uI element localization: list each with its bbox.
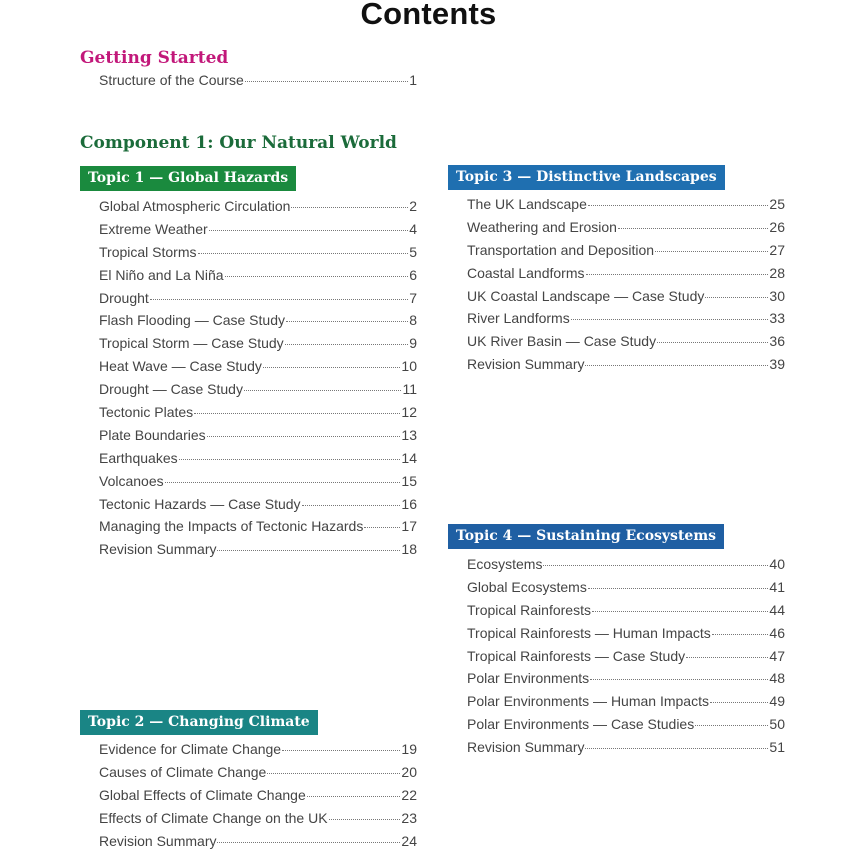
toc-entry-label: Evidence for Climate Change	[99, 741, 282, 757]
toc-entry-label: River Landforms	[467, 310, 570, 327]
toc-entry-page: 6	[409, 266, 417, 283]
topic-1-badge: Topic 1 — Global Hazards	[80, 166, 296, 191]
toc-entry-label: Tectonic Hazards — Case Study	[99, 495, 301, 512]
dot-leader	[543, 565, 768, 566]
dot-leader	[217, 550, 400, 551]
toc-entry	[99, 427, 417, 450]
dot-leader	[586, 274, 769, 275]
dot-leader	[710, 702, 768, 703]
toc-entry-page: 1	[409, 72, 417, 88]
dot-leader	[225, 276, 409, 277]
toc-entry-label: Managing the Impacts of Tectonic Hazards	[99, 518, 364, 535]
toc-entry-label: Transportation and Deposition	[467, 241, 655, 258]
toc-entry	[467, 625, 785, 648]
toc-entry	[99, 541, 417, 564]
topic-1-list	[99, 198, 417, 564]
toc-entry	[467, 310, 785, 333]
toc-entry	[99, 267, 417, 290]
dot-leader	[302, 505, 401, 506]
toc-entry-page: 19	[401, 741, 417, 757]
toc-entry-page: 12	[401, 404, 417, 421]
toc-entry-label: Tropical Rainforests — Human Impacts	[467, 624, 711, 641]
toc-entry-label: Revision Summary	[99, 541, 217, 558]
dot-leader	[245, 81, 408, 82]
toc-entry	[99, 741, 417, 764]
toc-entry-page: 46	[769, 624, 785, 641]
toc-entry-label: Structure of the Course	[99, 72, 244, 88]
dot-leader	[588, 205, 769, 206]
toc-entry	[467, 356, 785, 379]
dot-leader	[267, 773, 400, 774]
toc-entry-page: 33	[769, 310, 785, 327]
dot-leader	[217, 842, 400, 843]
toc-entry	[467, 288, 785, 311]
toc-entry-page: 22	[401, 786, 417, 803]
toc-entry	[467, 242, 785, 265]
toc-entry-page: 17	[401, 518, 417, 535]
toc-entry	[99, 290, 417, 313]
toc-entry-page: 50	[769, 716, 785, 733]
toc-entry-label: Extreme Weather	[99, 220, 208, 237]
toc-entry-label: Tropical Rainforests	[467, 601, 591, 618]
toc-entry-page: 27	[769, 241, 785, 258]
dot-leader	[150, 299, 408, 300]
toc-entry	[99, 221, 417, 244]
topic-4-badge: Topic 4 — Sustaining Ecosystems	[448, 524, 724, 549]
toc-entry-page: 47	[769, 647, 785, 664]
dot-leader	[657, 342, 768, 343]
toc-entry-page: 5	[409, 243, 417, 260]
dot-leader	[282, 750, 400, 751]
toc-entry-page: 51	[769, 739, 785, 756]
toc-entry-label: UK River Basin — Case Study	[467, 333, 657, 350]
toc-entry-label: Plate Boundaries	[99, 426, 206, 443]
dot-leader	[194, 413, 400, 414]
dot-leader	[291, 207, 408, 208]
toc-entry-page: 23	[401, 809, 417, 826]
dot-leader	[592, 611, 768, 612]
toc-entry-page: 9	[409, 335, 417, 352]
toc-entry	[467, 333, 785, 356]
topic-2-badge: Topic 2 — Changing Climate	[80, 710, 318, 735]
dot-leader	[571, 319, 769, 320]
toc-entry-label: Tropical Storms	[99, 243, 197, 260]
toc-entry-page: 49	[769, 693, 785, 710]
toc-entry	[467, 648, 785, 671]
toc-entry-page: 11	[402, 381, 417, 398]
toc-entry-label: Global Effects of Climate Change	[99, 786, 306, 803]
toc-entry	[467, 265, 785, 288]
toc-entry-label: Heat Wave — Case Study	[99, 358, 262, 375]
dot-leader	[585, 748, 768, 749]
topic-2-list	[99, 741, 417, 855]
toc-entry-label: Polar Environments — Human Impacts	[467, 693, 709, 710]
dot-leader	[705, 297, 768, 298]
toc-entry-label: Polar Environments — Case Studies	[467, 716, 695, 733]
toc-entry-page: 39	[769, 356, 785, 373]
toc-entry-page: 28	[769, 264, 785, 281]
toc-entry-page: 15	[401, 472, 417, 489]
dot-leader	[329, 819, 401, 820]
dot-leader	[263, 367, 401, 368]
toc-entry-page: 40	[769, 556, 785, 572]
dot-leader	[307, 796, 401, 797]
toc-entry-label: Polar Environments	[467, 670, 590, 687]
topic-3-list	[467, 196, 785, 379]
page-title: Contents	[360, 0, 497, 31]
dot-leader	[655, 251, 768, 252]
toc-entry-page: 8	[409, 312, 417, 329]
toc-entry	[99, 810, 417, 833]
toc-entry	[467, 739, 785, 762]
dot-leader	[198, 253, 409, 254]
toc-entry-label: Flash Flooding — Case Study	[99, 312, 285, 329]
toc-entry-label: Weathering and Erosion	[467, 218, 617, 235]
toc-entry-label: Effects of Climate Change on the UK	[99, 809, 328, 826]
dot-leader	[588, 588, 769, 589]
dot-leader	[165, 482, 401, 483]
toc-entry	[467, 219, 785, 242]
toc-entry	[99, 450, 417, 473]
toc-entry	[467, 670, 785, 693]
toc-entry-page: 13	[401, 426, 417, 443]
toc-entry-label: Tectonic Plates	[99, 404, 194, 421]
toc-entry-page: 2	[409, 198, 417, 214]
toc-entry-page: 44	[769, 601, 785, 618]
toc-entry	[99, 198, 417, 221]
toc-entry	[99, 764, 417, 787]
toc-entry	[99, 496, 417, 519]
toc-entry-page: 7	[409, 289, 417, 306]
toc-entry	[467, 716, 785, 739]
toc-entry-label: Coastal Landforms	[467, 264, 585, 281]
toc-entry-page: 26	[769, 218, 785, 235]
toc-entry	[99, 473, 417, 496]
toc-entry-page: 4	[409, 220, 417, 237]
toc-entry-page: 30	[769, 287, 785, 304]
dot-leader	[618, 228, 768, 229]
getting-started-heading: Getting Started	[80, 48, 229, 68]
toc-entry	[467, 556, 785, 579]
toc-entry-label: Revision Summary	[99, 832, 217, 849]
topic-3-badge: Topic 3 — Distinctive Landscapes	[448, 165, 725, 190]
dot-leader	[207, 436, 401, 437]
toc-entry-page: 25	[769, 196, 785, 212]
toc-entry	[99, 335, 417, 358]
dot-leader	[695, 725, 768, 726]
toc-entry	[99, 833, 417, 856]
toc-entry-page: 16	[401, 495, 417, 512]
toc-entry-page: 10	[401, 358, 417, 375]
toc-entry-label: El Niño and La Niña	[99, 266, 224, 283]
toc-entry-label: Drought — Case Study	[99, 381, 243, 398]
toc-entry-label: Earthquakes	[99, 449, 178, 466]
dot-leader	[244, 390, 401, 391]
toc-entry	[99, 518, 417, 541]
toc-entry-page: 48	[769, 670, 785, 687]
dot-leader	[585, 365, 768, 366]
dot-leader	[286, 321, 408, 322]
toc-entry-label: Global Atmospheric Circulation	[99, 198, 291, 214]
toc-entry-label: Tropical Rainforests — Case Study	[467, 647, 686, 664]
toc-entry-page: 18	[401, 541, 417, 558]
toc-entry	[467, 579, 785, 602]
dot-leader	[364, 527, 400, 528]
toc-entry-page: 41	[769, 578, 785, 595]
toc-entry-label: Drought	[99, 289, 149, 306]
toc-entry-label: Volcanoes	[99, 472, 164, 489]
toc-entry	[467, 693, 785, 716]
toc-entry-label: Global Ecosystems	[467, 578, 587, 595]
toc-entry	[467, 196, 785, 219]
toc-entry-label: The UK Landscape	[467, 196, 587, 212]
getting-started-list	[99, 72, 417, 95]
component-heading: Component 1: Our Natural World	[80, 133, 397, 153]
topic-4-list	[467, 556, 785, 762]
dot-leader	[179, 459, 401, 460]
toc-entry	[99, 358, 417, 381]
dot-leader	[686, 657, 768, 658]
toc-entry-label: Ecosystems	[467, 556, 543, 572]
toc-entry	[467, 602, 785, 625]
toc-entry-page: 14	[401, 449, 417, 466]
toc-entry	[99, 72, 417, 95]
toc-entry-page: 24	[401, 832, 417, 849]
toc-entry	[99, 312, 417, 335]
toc-entry-page: 36	[769, 333, 785, 350]
dot-leader	[590, 679, 768, 680]
toc-entry-label: Revision Summary	[467, 356, 585, 373]
dot-leader	[209, 230, 409, 231]
toc-entry-label: Causes of Climate Change	[99, 763, 267, 780]
toc-entry	[99, 404, 417, 427]
toc-entry	[99, 381, 417, 404]
toc-entry-label: Tropical Storm — Case Study	[99, 335, 284, 352]
toc-entry	[99, 244, 417, 267]
dot-leader	[285, 344, 409, 345]
toc-entry-page: 20	[401, 763, 417, 780]
toc-entry-label: UK Coastal Landscape — Case Study	[467, 287, 705, 304]
toc-entry	[99, 787, 417, 810]
dot-leader	[712, 634, 769, 635]
toc-entry-label: Revision Summary	[467, 739, 585, 756]
